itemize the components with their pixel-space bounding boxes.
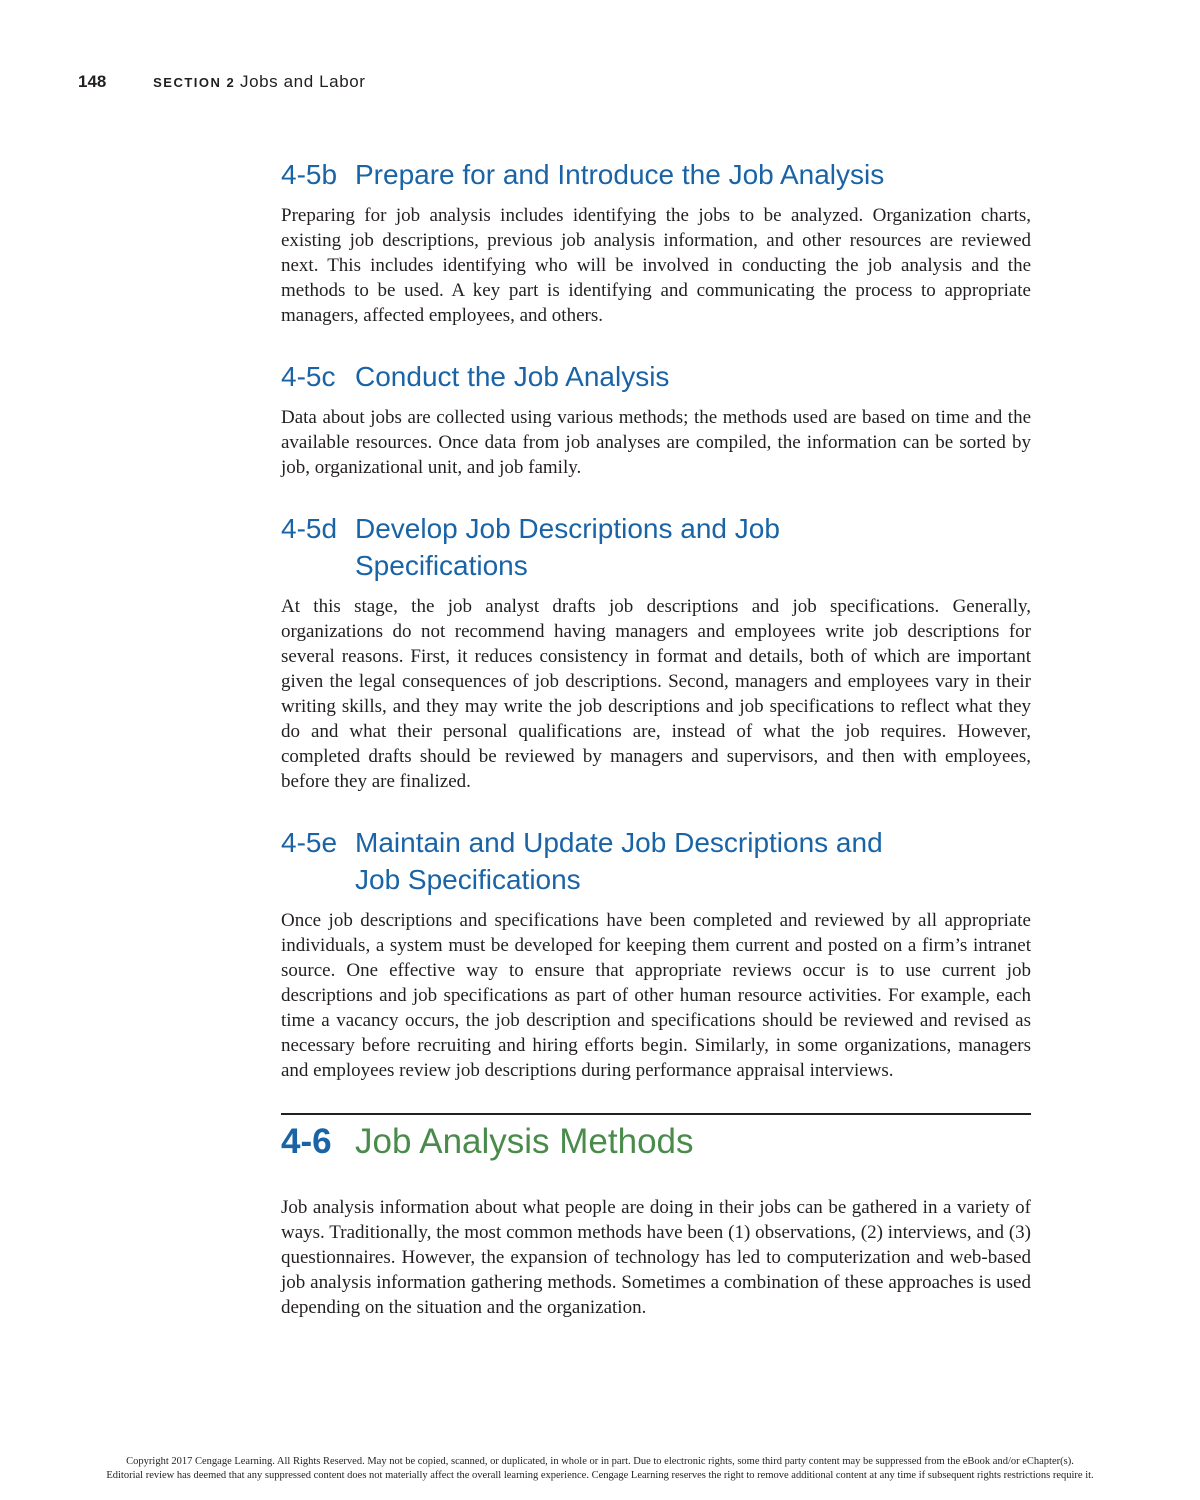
section-heading (281, 510, 841, 584)
section-4-6 (281, 1119, 1031, 1320)
section-number: 4-5b (281, 159, 338, 190)
main-section-body: Job analysis information about what people are doing in their jobs can be gathered in a variety of ways. Traditionally, the most common methods have been (1) observations, (2) interviews, and (3) questionnaires. However, the expansion of technology has led to computerization and web-based job analysis information gathering methods. Sometimes a combination of these approaches is used depending on the situation and the organization. (281, 1197, 1031, 1318)
section-4-5e (281, 824, 1031, 1083)
section-title: Maintain and Update Job Descriptions and Job Specifications (355, 827, 883, 895)
section-body: Preparing for job analysis includes identifying the jobs to be analyzed. Organization charts, existing job descriptions, previous job analysis information, and other resources are reviewed next. This includes identifying who will be involved in conducting the job analysis and the methods to be used. A key part is identifying and communicating the process to appropriate managers, affected employees, and others. (281, 205, 1031, 326)
section-title: Jobs and Labor (239, 72, 366, 91)
section-4-5c (281, 358, 1031, 480)
section-number: 4-5e (281, 827, 338, 858)
running-head (78, 72, 366, 92)
main-section-title: Job Analysis Methods (355, 1122, 694, 1161)
section-heading (281, 156, 1031, 193)
section-body: Data about jobs are collected using various methods; the methods used are based on time and the available resources. Once data from job analyses are compiled, the information can be sorted by job, organizational unit, and job family. (281, 407, 1031, 478)
page-content (281, 156, 1031, 1320)
section-number: 4-5d (281, 513, 338, 544)
section-4-5d (281, 510, 1031, 794)
copyright-line-1: Copyright 2017 Cengage Learning. All Rights Reserved. May not be copied, scanned, or duplicated, in whole or in part. Due to electronic rights, some third party content may be suppressed from the eBook and/or eChapter(s). (126, 1456, 1074, 1467)
section-title: Conduct the Job Analysis (355, 361, 670, 392)
copyright-footer (0, 1455, 1200, 1483)
section-body: Once job descriptions and specifications have been completed and reviewed by all appropriate individuals, a system must be developed for keeping them current and posted on a firm’s intranet source. One effective way to ensure that appropriate reviews occur is to use current job descriptions and job specifications as part of other human resource activities. For example, each time a vacancy occurs, the job description and specifications should be reviewed and revised as necessary before recruiting and hiring efforts begin. Similarly, in some organizations, managers and employees review job descriptions during performance appraisal interviews. (281, 910, 1031, 1081)
main-section-heading (281, 1119, 1031, 1165)
page-number: 148 (78, 72, 107, 91)
main-section-number: 4-6 (281, 1122, 332, 1161)
section-heading (281, 358, 1031, 395)
section-heading (281, 824, 921, 898)
section-divider (281, 1113, 1031, 1115)
section-4-5b (281, 156, 1031, 328)
section-title: Prepare for and Introduce the Job Analysis (355, 159, 885, 190)
section-label: SECTION 2 (153, 75, 236, 90)
section-body: At this stage, the job analyst drafts job descriptions and job specifications. Generally, organizations do not recommend having managers and employees write job descriptions for several reasons. First, it reduces consistency in format and details, both of which are important given the legal consequences of job descriptions. Second, managers and employees vary in their writing skills, and they may write the job descriptions and job specifications to reflect what they do and what their personal qualifications are, instead of what the job requires. However, completed drafts should be reviewed by managers and supervisors, and then with employees, before they are finalized. (281, 596, 1031, 792)
copyright-line-2: Editorial review has deemed that any suppressed content does not materially affect the overall learning experience. Cengage Learning reserves the right to remove additional content at any time if subsequent rights restrictions require it. (106, 1470, 1094, 1481)
section-title: Develop Job Descriptions and Job Specifications (355, 513, 780, 581)
section-number: 4-5c (281, 361, 336, 392)
